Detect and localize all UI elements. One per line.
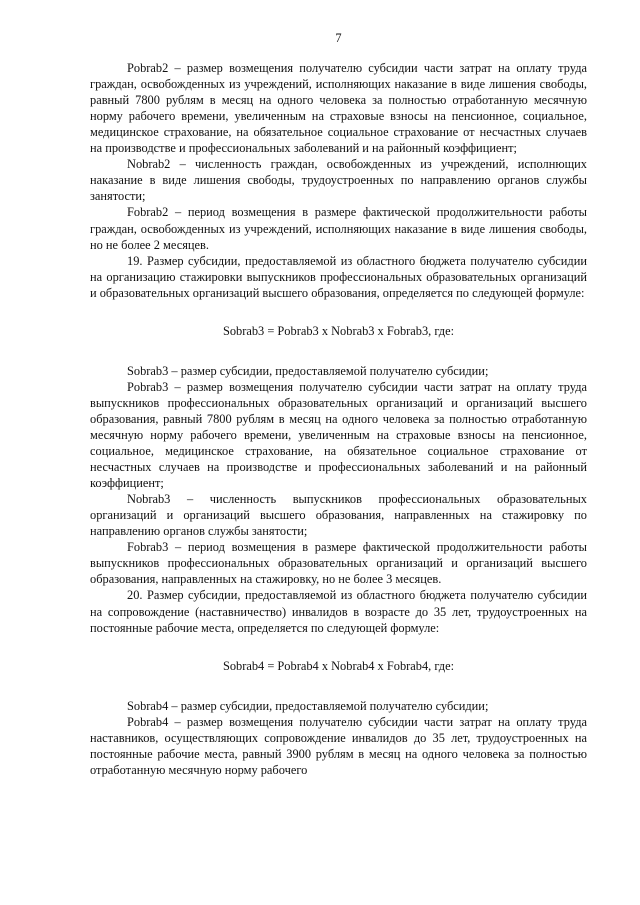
paragraph-sobrab3: Sobrab3 – размер субсидии, предоставляемой получателю субсидии; [127, 363, 489, 378]
formula-sobrab4: Sobrab4 = Pobrab4 x Nobrab4 x Fobrab4, где: [222, 658, 455, 673]
paragraph-item-19: 19. Размер субсидии, предоставляемой из областного бюджета получателю субсидии на организацию стажировки выпускников профессиональных образовательных организаций и образовательных организаций высшего образования, определяется по следующей формуле: [90, 253, 587, 300]
paragraph-pobrab3: Pobrab3 – размер возмещения получателю субсидии части затрат на оплату труда выпускников профессиональных образовательных организаций и организаций высшего образования, равный 7800 рублям в месяц на одного человека за полностью отработанную месячную норму рабочего времени, увеличенным на страховые взносы на пенсионное, социальное, медицинское страхование, на обязательное социальное страхование от несчастных случаев на производстве и профессиональных заболеваний и на районный коэффициент; [90, 379, 587, 491]
paragraph-pobrab2: Pobrab2 – размер возмещения получателю субсидии части затрат на оплату труда граждан, освобожденных из учреждений, исполняющих наказание в виде лишения свободы, равный 7800 рублям в месяц на одного человека за полностью отработанную месячную норму рабочего времени, увеличенным на страховые взносы на пенсионное, социальное, медицинское страхование, на обязательное социальное страхование от несчастных случаев на производстве и профессиональных заболеваний и на районный коэффициент; [90, 61, 587, 156]
paragraph-nobrab3: Nobrab3 – численность выпускников профессиональных образовательных организаций и организаций высшего образования, направленных на стажировку по направлению органов службы занятости; [90, 492, 587, 539]
paragraph-sobrab4: Sobrab4 – размер субсидии, предоставляемой получателю субсидии; [127, 698, 489, 713]
paragraph-pobrab4: Pobrab4 – размер возмещения получателю субсидии части затрат на оплату труда наставников, осуществляющих сопровождение инвалидов до 35 лет, трудоустроенных на постоянные рабочие места, равный 3900 рублям в месяц на одного человека за полностью отработанную месячную норму рабочего [90, 714, 587, 777]
paragraph-fobrab2: Fobrab2 – период возмещения в размере фактической продолжительности работы граждан, освобожденных из учреждений, исполняющих наказание в виде лишения свободы, но не более 2 месяцев. [90, 205, 587, 252]
page-number: 7 [335, 31, 342, 45]
paragraph-item-20: 20. Размер субсидии, предоставляемой из областного бюджета получателю субсидии на сопровождение (наставничество) инвалидов в возрасте до 35 лет, трудоустроенных на постоянные рабочие места, определяется по следующей формуле: [90, 588, 587, 635]
paragraph-fobrab3: Fobrab3 – период возмещения в размере фактической продолжительности работы выпускников профессиональных образовательных организаций и организаций высшего образования, направленных на стажировку, но не более 3 месяцев. [90, 540, 587, 587]
formula-sobrab3: Sobrab3 = Pobrab3 x Nobrab3 x Fobrab3, где: [222, 323, 455, 338]
paragraph-nobrab2: Nobrab2 – численность граждан, освобожденных из учреждений, исполнющих наказание в виде лишения свободы, трудоустроенных по направлению органов службы занятости; [90, 157, 587, 204]
document-page [90, 30, 587, 778]
